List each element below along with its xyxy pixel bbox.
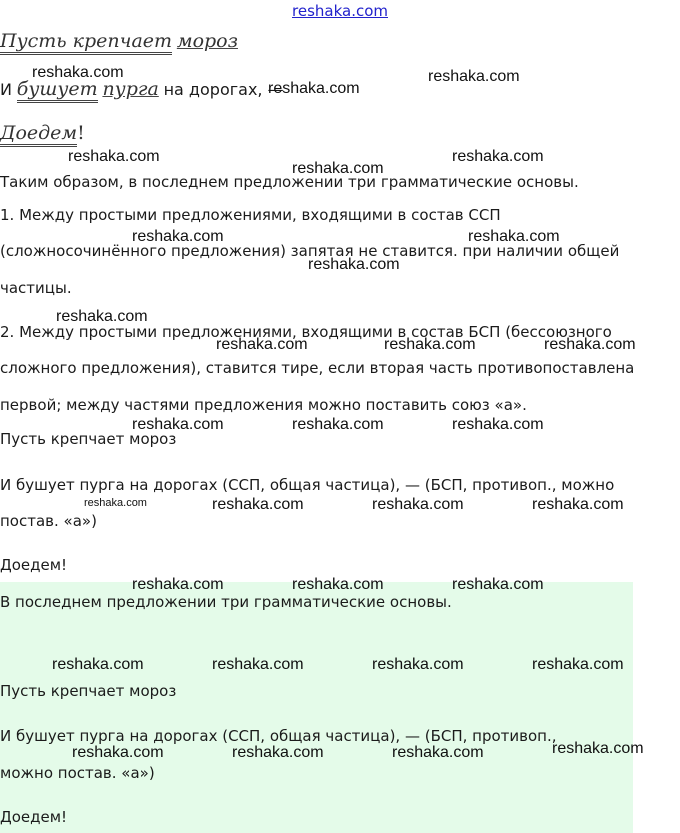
watermark: reshaka.com (292, 416, 384, 433)
watermark: reshaka.com (452, 576, 544, 593)
answer-line-1: Пусть крепчает мороз (0, 682, 177, 700)
watermark: reshaka.com (292, 576, 384, 593)
subject-words: Пусть крепчает (0, 30, 172, 55)
watermark: reshaka.com (532, 656, 624, 673)
answer-line-3: Доедем! (0, 808, 68, 826)
answer-block (0, 582, 633, 833)
rule-2-line-3: первой; между частями предложения можно поставить союз «а». (0, 396, 527, 414)
analysis-line-3 (0, 122, 85, 144)
rule-2-line-2: сложного предложения), ставится тире, если вторая часть противопоставлена (0, 359, 635, 377)
example-line-2a: И бушует пурга на дорогах (ССП, общая частица), — (БСП, противоп., можно (0, 476, 615, 494)
line-rest: на дорогах, — (163, 80, 284, 99)
example-line-2b: постав. «а») (0, 512, 97, 530)
answer-line-2a: И бушует пурга на дорогах (ССП, общая частица), — (БСП, противоп., (0, 727, 557, 745)
watermark: reshaka.com (72, 744, 164, 761)
watermark: reshaka.com (384, 336, 476, 353)
rule-2-line-1: 2. Между простыми предложениями, входящими в состав БСП (бессоюзного (0, 323, 612, 341)
conjunction: И (0, 80, 12, 99)
subject-word-2: пурга (102, 78, 159, 100)
example-line-3: Доедем! (0, 556, 68, 574)
watermark: reshaka.com (84, 497, 147, 509)
rule-1-line-1: 1. Между простыми предложениями, входящими в состав ССП (0, 206, 501, 224)
exclamation: ! (77, 122, 85, 144)
watermark: reshaka.com (52, 656, 144, 673)
watermark: reshaka.com (532, 496, 624, 513)
rule-1-line-2: (сложносочинённого предложения) запятая не ставится. при наличии общей (0, 242, 620, 260)
watermark: reshaka.com (428, 68, 520, 85)
watermark: reshaka.com (372, 496, 464, 513)
watermark: reshaka.com (132, 576, 224, 593)
watermark: reshaka.com (232, 744, 324, 761)
watermark: reshaka.com (268, 80, 360, 97)
summary-text: Таким образом, в последнем предложении три грамматические основы. (0, 173, 579, 191)
watermark: reshaka.com (544, 336, 636, 353)
analysis-line-1 (0, 30, 238, 52)
site-link[interactable]: reshaka.com (292, 2, 388, 20)
watermark: reshaka.com (308, 256, 400, 273)
watermark: reshaka.com (372, 656, 464, 673)
watermark: reshaka.com (216, 336, 308, 353)
watermark: reshaka.com (468, 228, 560, 245)
example-line-1: Пусть крепчает мороз (0, 430, 177, 448)
predicate-word-3: Доедем (0, 122, 77, 147)
watermark: reshaka.com (292, 160, 384, 177)
watermark: reshaka.com (212, 656, 304, 673)
predicate-word-2: бушует (17, 78, 98, 103)
watermark: reshaka.com (212, 496, 304, 513)
watermark: reshaka.com (56, 308, 148, 325)
watermark: reshaka.com (32, 64, 124, 81)
watermark: reshaka.com (552, 740, 644, 757)
answer-summary: В последнем предложении три грамматические основы. (0, 593, 452, 611)
watermark: reshaka.com (452, 416, 544, 433)
answer-line-2b: можно постав. «а») (0, 764, 155, 782)
watermark: reshaka.com (132, 228, 224, 245)
watermark: reshaka.com (452, 148, 544, 165)
rule-1-line-3: частицы. (0, 279, 72, 297)
watermark: reshaka.com (132, 416, 224, 433)
watermark: reshaka.com (392, 744, 484, 761)
watermark: reshaka.com (68, 148, 160, 165)
predicate-word: мороз (176, 30, 238, 52)
